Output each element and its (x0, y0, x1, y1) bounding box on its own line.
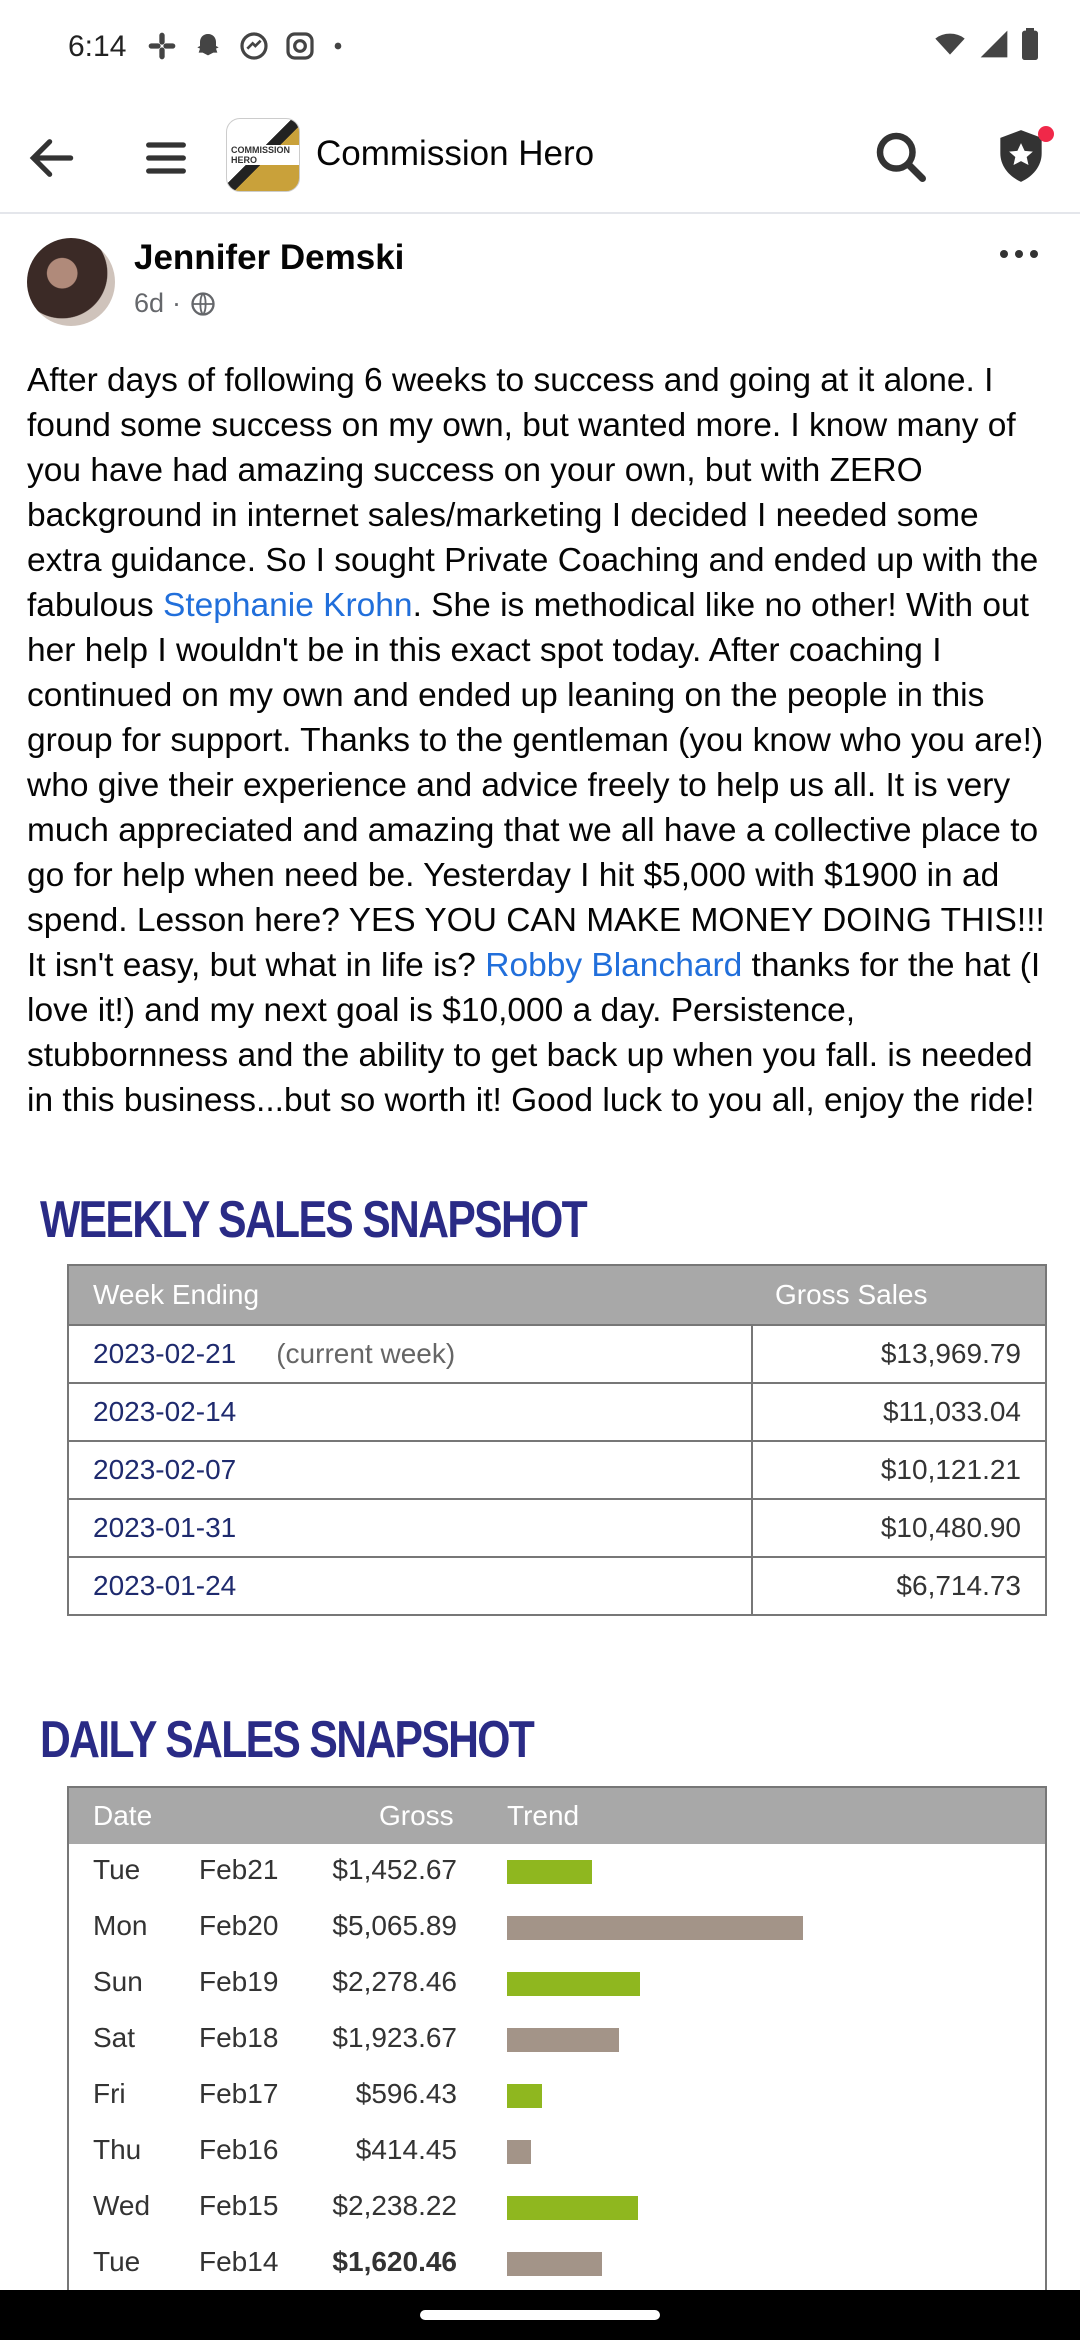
week-date: 2023-01-31 (93, 1512, 237, 1543)
trend-bar (507, 2252, 602, 2276)
table-row (69, 2012, 1045, 2068)
week-date: 2023-02-14 (93, 1396, 237, 1427)
status-bar (0, 0, 1080, 100)
wifi-icon (932, 28, 968, 60)
day-date: Feb15 (199, 2190, 279, 2221)
day-name: Tue (93, 1854, 141, 1885)
page-title[interactable]: Commission Hero (316, 134, 595, 173)
post-text: After days of following 6 weeks to success and going at it alone. I found some success on my own, but wanted more. I know many of you have had amazing success on your own, but with ZERO background in internet sales/marketing I decided I needed some extra guidance. So I sought Private Coaching and ended up with the fabulous Stephanie Krohn. She is methodical like no other! With out her help I wouldn't be in this exact spot today. After coaching I continued on my own and ended up leaning on the people in this group for support. Thanks to the gentleman (you know who you are!) who give their experience and advice freely to help us all. It is very much appreciated and amazing that we all have a collective place to go for help when need be. Yesterday I hit $5,000 with $1900 in ad spend. Lesson here? YES YOU CAN MAKE MONEY DOING THIS!!! It isn't easy, but what in life is? Robby Blanchard thanks for the hat (I love it!) and my next goal is $10,000 a day. Persistence, stubbornness and the ability to get back up when you fall. is needed in this business...but so worth it! Good luck to you all, enjoy the ride! (27, 362, 1045, 1119)
day-date: Feb18 (199, 2022, 279, 2053)
day-gross: $2,278.46 (332, 1966, 457, 1997)
day-gross: $1,620.46 (332, 2246, 457, 2277)
menu-icon[interactable] (140, 132, 192, 184)
table-row (69, 1556, 1045, 1614)
week-gross: $10,121.21 (880, 1454, 1021, 1485)
table-row (69, 1956, 1045, 2012)
meta-separator: · (172, 288, 182, 318)
day-date: Feb17 (199, 2078, 279, 2109)
slack-icon (146, 30, 178, 62)
table-row (69, 2124, 1045, 2180)
table-row (69, 1440, 1045, 1498)
week-date: 2023-01-24 (93, 1570, 237, 1601)
table-row (69, 1382, 1045, 1440)
status-time: 6:14 (68, 30, 127, 63)
day-gross: $1,452.67 (332, 1854, 457, 1885)
trend-bar (507, 1916, 803, 1940)
mention-robby-blanchard[interactable]: Robby Blanchard (485, 947, 743, 984)
daily-header: Date Gross Trend (69, 1788, 1045, 1844)
trend-bar (507, 2140, 531, 2164)
day-date: Feb21 (199, 1854, 279, 1885)
trend-bar (507, 2196, 638, 2220)
day-name: Wed (93, 2190, 151, 2221)
post-author[interactable]: Jennifer Demski (134, 238, 405, 277)
day-gross: $2,238.22 (332, 2190, 457, 2221)
day-date: Feb20 (199, 1910, 279, 1941)
weekly-header: Week Ending Gross Sales (69, 1266, 1045, 1324)
day-name: Fri (93, 2078, 126, 2109)
week-gross: $11,033.04 (882, 1396, 1021, 1427)
dot-icon (330, 38, 346, 54)
week-gross: $6,714.73 (896, 1570, 1021, 1601)
day-gross: $1,923.67 (332, 2022, 457, 2053)
notification-icons (146, 30, 346, 62)
post-image[interactable] (0, 1180, 1080, 2290)
trend-bar (507, 1972, 640, 1996)
system-icons (932, 28, 1040, 60)
day-name: Sun (93, 1966, 143, 1997)
day-date: Feb14 (199, 2246, 279, 2277)
day-date: Feb19 (199, 1966, 279, 1997)
week-note: (current week) (276, 1338, 456, 1369)
week-date: 2023-02-07 (93, 1454, 237, 1485)
home-gesture-pill[interactable] (420, 2310, 660, 2320)
globe-icon (189, 290, 217, 318)
week-gross: $13,969.79 (880, 1338, 1021, 1369)
daily-title: DAILY SALES SNAPSHOT (40, 1711, 534, 1769)
week-date: 2023-02-21 (93, 1338, 237, 1369)
trend-bar (507, 1860, 592, 1884)
table-row (69, 1900, 1045, 1956)
table-row (69, 1844, 1045, 1900)
day-name: Mon (93, 1910, 148, 1941)
day-name: Tue (93, 2246, 141, 2277)
trend-bar (507, 2084, 542, 2108)
day-name: Thu (93, 2134, 142, 2165)
table-row (69, 1324, 1045, 1382)
mention-stephanie-krohn[interactable]: Stephanie Krohn (162, 587, 413, 624)
group-logo[interactable]: COMMISSION HERO (226, 118, 300, 192)
app-bar (0, 100, 1080, 214)
trend-bar (507, 2028, 619, 2052)
notification-dot (1038, 126, 1054, 142)
search-icon[interactable] (870, 126, 930, 186)
day-name: Sat (93, 2022, 136, 2053)
table-row (69, 1498, 1045, 1556)
daily-table (67, 1786, 1047, 2292)
day-gross: $596.43 (355, 2078, 457, 2109)
day-date: Feb16 (199, 2134, 279, 2165)
day-gross: $414.45 (355, 2134, 457, 2165)
weekly-title: WEEKLY SALES SNAPSHOT (40, 1191, 587, 1249)
snapchat-icon (192, 30, 224, 62)
battery-icon (1020, 28, 1040, 60)
signal-icon (978, 28, 1010, 60)
post-age[interactable]: 6d (134, 288, 165, 318)
back-arrow-icon[interactable] (24, 130, 80, 186)
table-row (69, 2068, 1045, 2124)
post-meta (134, 288, 217, 319)
avatar[interactable] (27, 238, 115, 326)
messenger-icon (238, 30, 270, 62)
day-gross: $5,065.89 (332, 1910, 457, 1941)
table-row (69, 2180, 1045, 2236)
more-options-icon[interactable] (996, 240, 1042, 268)
system-nav-bar (0, 2290, 1080, 2340)
week-gross: $10,480.90 (880, 1512, 1021, 1543)
table-row (69, 2236, 1045, 2292)
instagram-icon (284, 30, 316, 62)
weekly-table (67, 1264, 1047, 1616)
